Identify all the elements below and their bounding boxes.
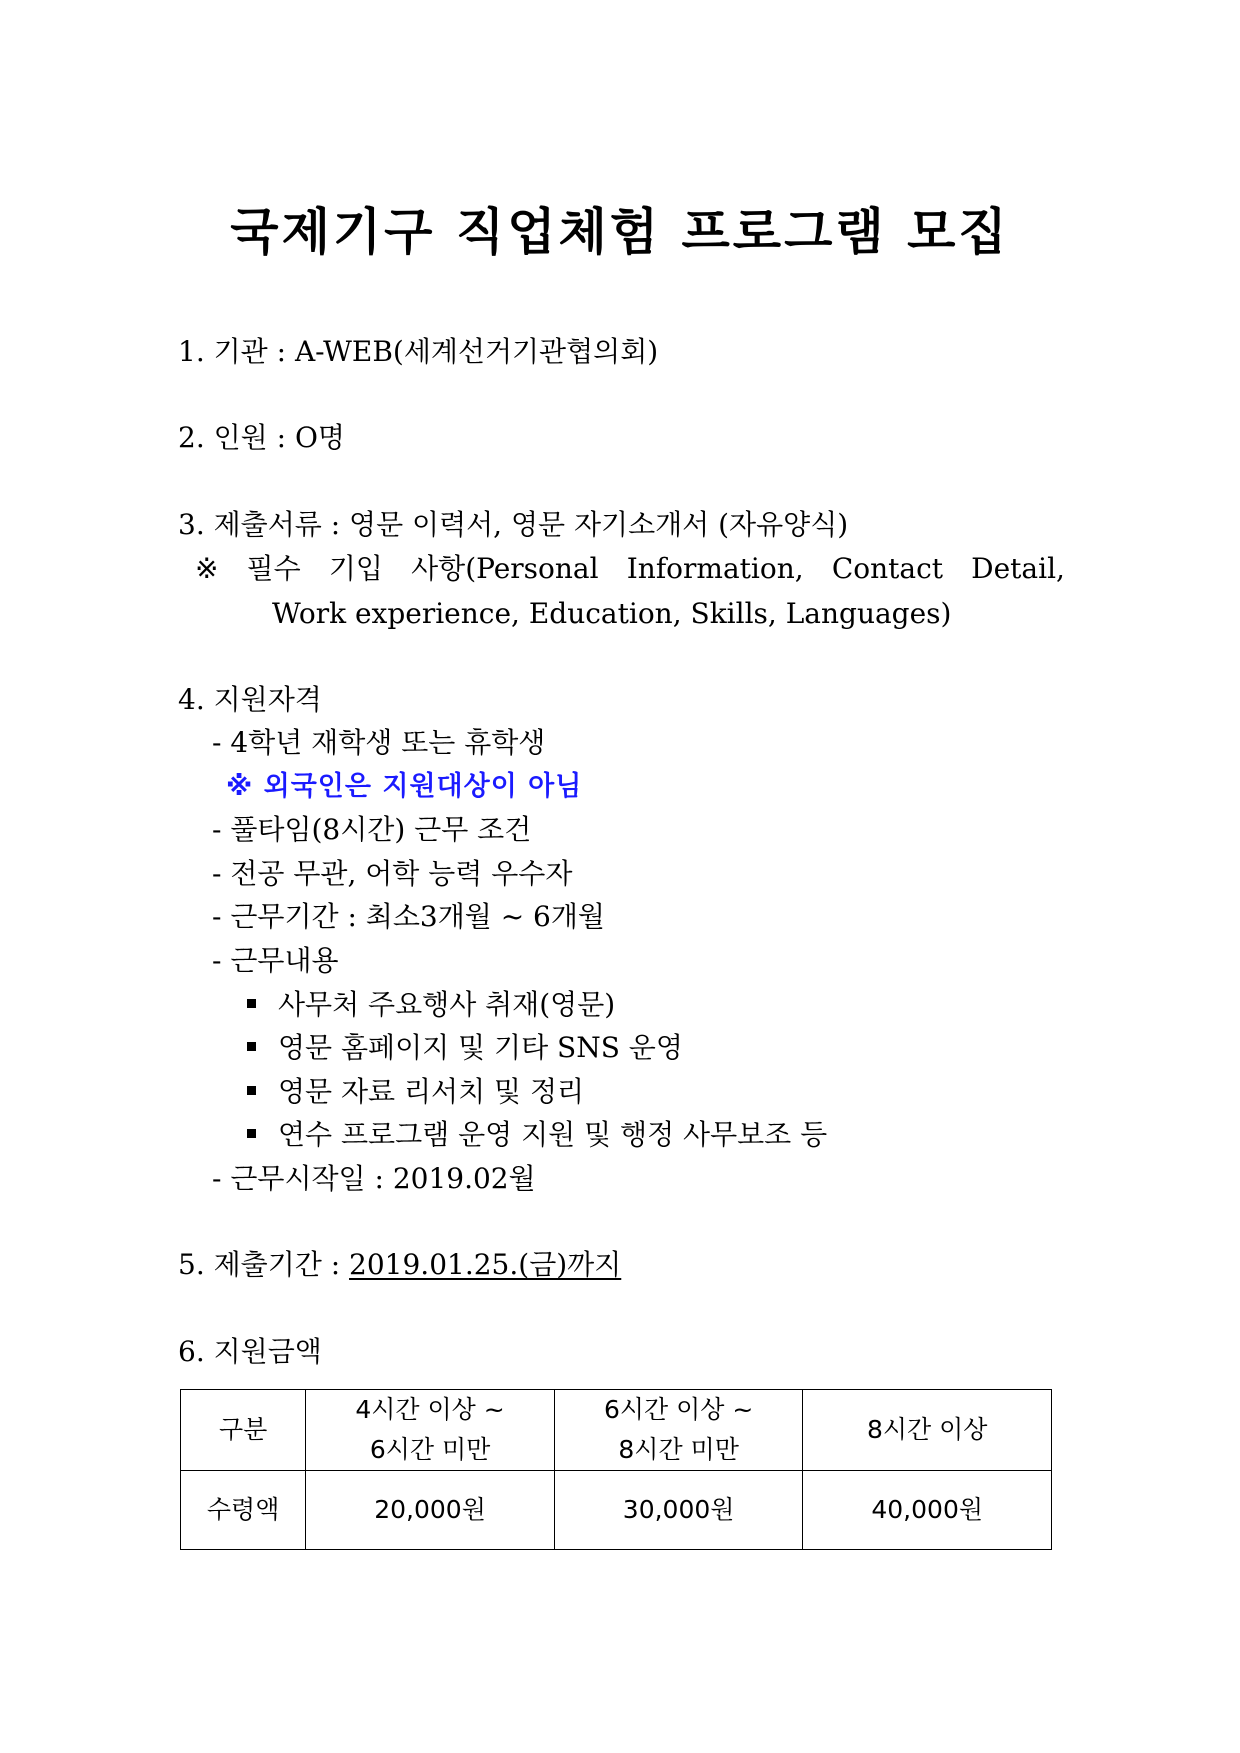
item-documents: 3. 제출서류 : 영문 이력서, 영문 자기소개서 (자유양식) <box>178 508 849 541</box>
documents-note-line1 <box>195 549 1065 589</box>
amount-cell: 30,000원 <box>554 1471 803 1550</box>
square-bullet-icon <box>247 1129 256 1138</box>
note-word: 기입 <box>328 552 383 585</box>
deadline-label: 5. 제출기간 : <box>178 1248 350 1281</box>
item-qualification-heading: 4. 지원자격 <box>178 683 322 716</box>
qualification-major: - 전공 무관, 어학 능력 우수자 <box>212 857 573 890</box>
square-bullet-icon <box>247 1042 256 1051</box>
page-title: 국제기구 직업체험 프로그램 모집 <box>230 203 1010 261</box>
duty-item: 연수 프로그램 운영 지원 및 행정 사무보조 등 <box>247 1115 827 1155</box>
item-organization: 1. 기관 : A-WEB(세계선거기관협의회) <box>178 335 659 368</box>
header-cell-category: 구분 <box>181 1390 306 1471</box>
note-word: Detail, <box>971 552 1065 585</box>
qualification-fulltime: - 풀타임(8시간) 근무 조건 <box>212 813 532 846</box>
note-word: ※ <box>195 552 219 585</box>
qualification-duties-heading: - 근무내용 <box>212 944 339 977</box>
amount-cell: 20,000원 <box>306 1471 555 1550</box>
item-pay-heading: 6. 지원금액 <box>178 1335 322 1368</box>
header-cell-4-6h: 4시간 이상 ~ 6시간 미만 <box>306 1390 555 1471</box>
foreigner-note: ※ 외국인은 지원대상이 아님 <box>226 771 583 802</box>
header-cell-8h: 8시간 이상 <box>803 1390 1052 1471</box>
square-bullet-icon <box>247 999 256 1008</box>
square-bullet-icon <box>247 1086 256 1095</box>
item-headcount: 2. 인원 : O명 <box>178 421 345 454</box>
qualification-period: - 근무기간 : 최소3개월 ~ 6개월 <box>212 900 605 933</box>
note-word: 필수 <box>246 552 301 585</box>
table-row <box>181 1471 1052 1550</box>
row-label-amount: 수령액 <box>181 1471 306 1550</box>
note-word: 사항(Personal <box>411 552 599 585</box>
table-header-row <box>181 1390 1052 1471</box>
documents-note-line2: Work experience, Education, Skills, Languages) <box>272 597 952 630</box>
qualification-start-date: - 근무시작일 : 2019.02월 <box>212 1162 536 1195</box>
note-word: Contact <box>831 552 944 585</box>
duty-item: 영문 자료 리서치 및 정리 <box>247 1072 584 1112</box>
duty-item: 영문 홈페이지 및 기타 SNS 운영 <box>247 1028 683 1068</box>
amount-cell: 40,000원 <box>803 1471 1052 1550</box>
pay-table <box>180 1389 1052 1550</box>
duty-item: 사무처 주요행사 취재(영문) <box>247 985 615 1025</box>
item-deadline <box>178 1245 621 1285</box>
note-word: Information, <box>626 552 804 585</box>
qualification-student: - 4학년 재학생 또는 휴학생 <box>212 726 546 759</box>
deadline-value: 2019.01.25.(금)까지 <box>349 1248 622 1281</box>
header-cell-6-8h: 6시간 이상 ~ 8시간 미만 <box>554 1390 803 1471</box>
